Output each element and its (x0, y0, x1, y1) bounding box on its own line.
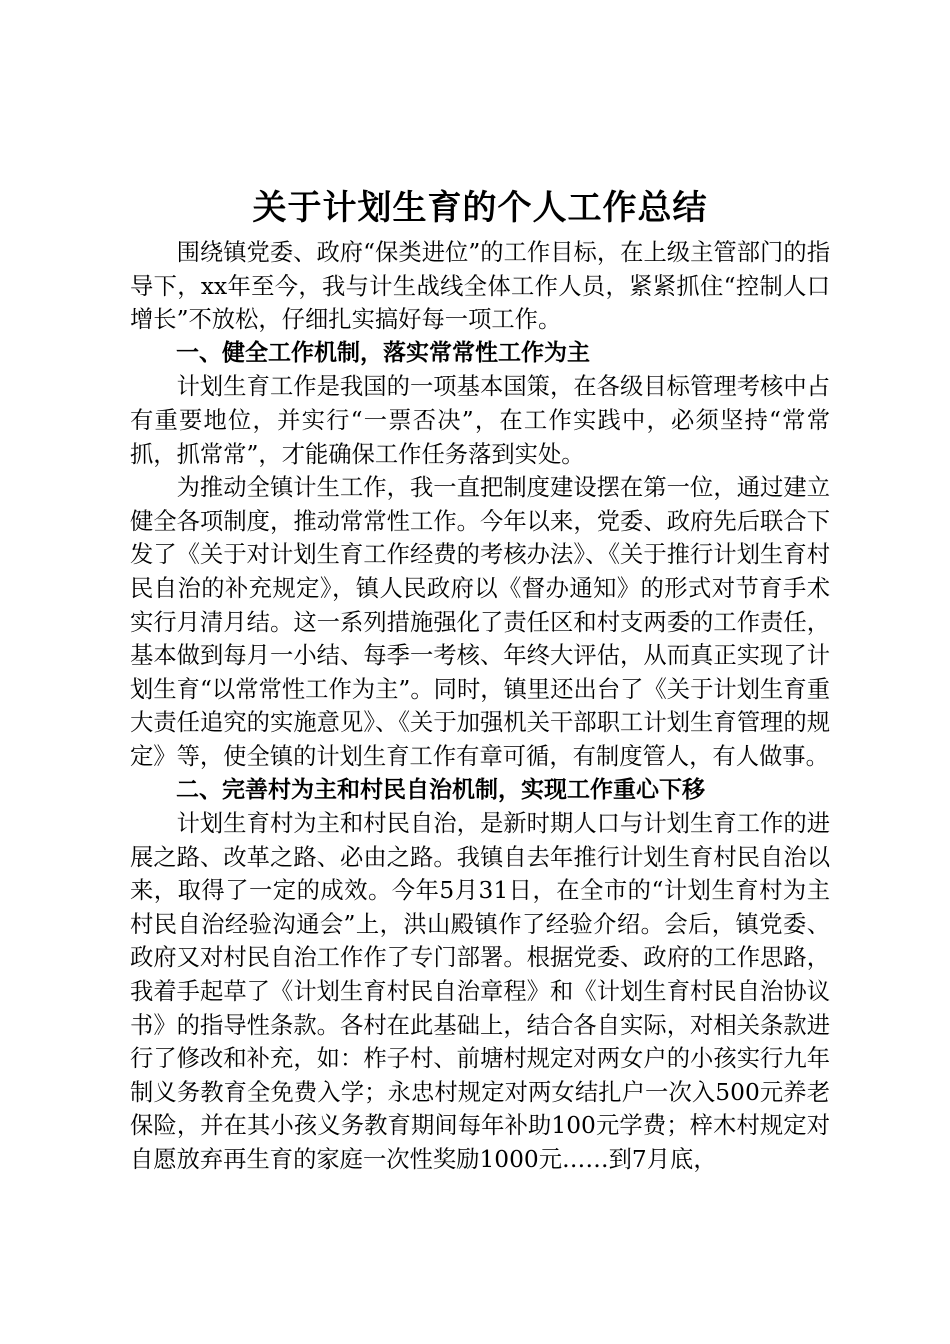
section-1-paragraph-2: 为推动全镇计生工作，我一直把制度建设摆在第一位，通过建立健全各项制度，推动常常性工作。今年以来，党委、政府先后联合下发了《关于对计划生育工作经费的考核办法》、《关于推行计划生育村民自治的补充规定》，镇人民政府以《督办通知》的形式对节育手术实行月清月结。这一系列措施强化了责任区和村支两委的工作责任，基本做到每月一小结、每季一考核、年终大评估，从而真正实现了计划生育“以常常性工作为主”。同时，镇里还出台了《关于计划生育重大责任追究的实施意见》、《关于加强机关干部职工计划生育管理的规定》等，使全镇的计划生育工作有章可循，有制度管人，有人做事。 (130, 474, 830, 770)
document-title: 关于计划生育的个人工作总结 (252, 188, 708, 228)
section-1-heading: 一、健全工作机制，落实常常性工作为主 (176, 339, 590, 366)
document-page (130, 184, 830, 1177)
intro-paragraph: 围绕镇党委、政府“保类进位”的工作目标，在上级主管部门的指导下，xx年至今，我与计生战线全体工作人员，紧紧抓住“控制人口增长”不放松，仔细扎实搞好每一项工作。 (130, 239, 830, 334)
section-2-paragraph-1: 计划生育村为主和村民自治，是新时期人口与计划生育工作的进展之路、改革之路、必由之路。我镇自去年推行计划生育村民自治以来，取得了一定的成效。今年5月31日，在全市的“计划生育村为主村民自治经验沟通会”上，洪山殿镇作了经验介绍。会后，镇党委、政府又对村民自治工作作了专门部署。根据党委、政府的工作思路，我着手起草了《计划生育村民自治章程》和《计划生育村民自治协议书》的指导性条款。各村在此基础上，结合各自实际，对相关条款进行了修改和补充，如：柞子村、前塘村规定对两女户的小孩实行九年制义务教育全免费入学；永忠村规定对两女结扎户一次入500元养老保险，并在其小孩义务教育期间每年补助100元学费；梓木村规定对自愿放弃再生育的家庭一次性奖励1000元……到7月底， (130, 810, 830, 1174)
section-1-paragraph-1: 计划生育工作是我国的一项基本国策，在各级目标管理考核中占有重要地位，并实行“一票否决”，在工作实践中，必须坚持“常常抓，抓常常”，才能确保工作任务落到实处。 (130, 373, 830, 468)
section-2-heading: 二、完善村为主和村民自治机制，实现工作重心下移 (176, 776, 705, 803)
